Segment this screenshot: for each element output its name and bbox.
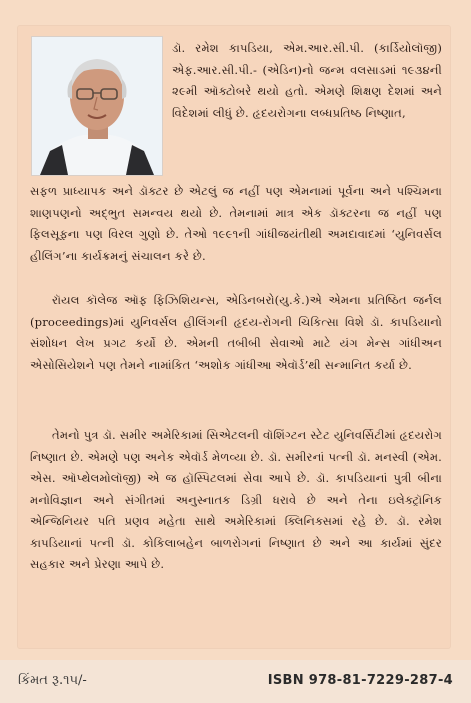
bio-paragraph-research: રૉયલ કૉલેજ ઑફ ફિઝિશિયન્સ, એડિનબરો(યુ.કે.)એ એમના પ્રતિષ્ઠિત જર્નલ (proceedings)માં યુનિવર્સલ હીલિંગની હૃદય-રોગની ચિકિત્સા વિશે ડૉ. કાપડિયાનો સંશોધન લેખ પ્રગટ કર્યો છે. એમની તબીબી સેવાઓ માટે યંગ મેન્સ ગાંધીઅન એસોસિયેશને પણ તેમને નામાંકિત ‘અશોક ગાંધીઆ એવૉર્ડ’થી સન્માનિત કર્યા છે. — [30, 293, 442, 372]
isbn-label: ISBN 978-81-7229-287-4 — [267, 673, 453, 688]
author-photo — [31, 36, 163, 176]
bio-paragraph-family: તેમનો પુત્ર ડૉ. સમીર અમેરિકામાં સિએટલની વૉશિંગ્ટન સ્ટેટ યુનિવર્સિટીમાં હૃદયરોગ નિષ્ણાત છે. એમણે પણ અનેક એવૉર્ડ મેળવ્યા છે. ડૉ. સમીરનાં પત્ની ડૉ. મનસ્વી (એમ. એસ. ઑપ્થેલમોલૉજી) એ જ હૉસ્પિટલમાં સેવા આપે છે. ડૉ. કાપડિયાનાં પુત્રી બીના મનોવિજ્ઞાન અને સંગીતમાં અનુસ્નાતક ડિગ્રી ધરાવે છે અને તેના ઇલેક્ટ્રૉનિક એન્જિનિયર પતિ પ્રણવ મહેતા સાથે અમેરિકામાં ક્લિનિક્સમાં રહે છે. ડૉ. રમેશ કાપડિયાનાં પત્ની ડૉ. કોકિલાબહેન બાળરોગનાં નિષ્ણાત છે અને આ કાર્યમાં સુંદર સહકાર અને પ્રેરણા આપે છે. — [30, 428, 442, 571]
price-label: કિંમત રૂ.૧૫/- — [18, 673, 87, 688]
bio-intro: ડૉ. રમેશ કાપડિયા, એમ.આર.સી.પી. (કાર્ડિયોલૉજી) એફ.આર.સી.પી.- (એડિન)નો જન્મ વલસાડમાં ૧૯૩૪ની ૨૯મી ઑક્ટોબરે થયો હતો. એમણે શિક્ષણ દેશમાં અને વિદેશમાં લીધું છે. હૃદયરોગના લબ્ધપ્રતિષ્ઠ નિષ્ણાત, — [172, 41, 442, 120]
bio-intro-continued: સફળ પ્રાધ્યાપક અને ડૉક્ટર છે એટલું જ નહીં પણ એમનામાં પૂર્વના અને પશ્ચિમના શાણપણનો અદ્‌ભુત સમન્વય થયો છે. તેમનામાં માત્ર એક ડૉક્ટરના જ નહીં પણ ફિલસૂફના પણ વિરલ ગુણો છે. તેઓ ૧૯૯૧ની ગાંધીજયંતીથી અમદાવાદમાં ‘યુનિવર્સલ હીલિંગ’ના કાર્યક્રમનું સંચાલન કરે છે. — [30, 184, 442, 263]
